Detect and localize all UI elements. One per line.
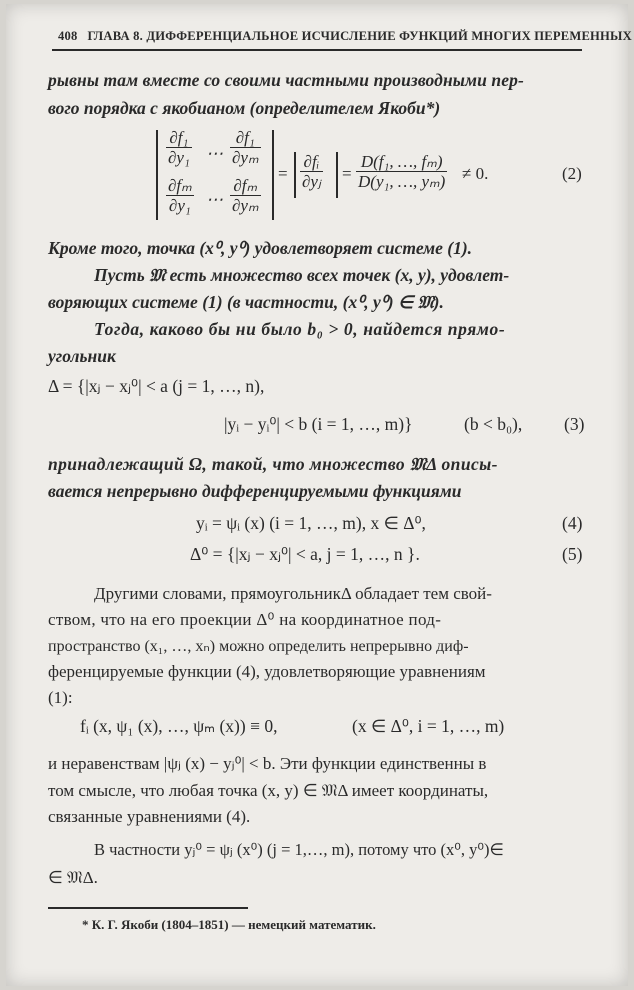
equation-number-4: (4) — [562, 513, 583, 533]
paragraph-3-line-1: Пусть 𝔐 есть множество всех точек (x, y), удовлет- — [94, 265, 510, 285]
row-1-dots: ⋯ — [206, 144, 223, 163]
row-2-dots: ⋯ — [206, 190, 223, 209]
equation-3-line-1: Δ = {|xⱼ − xⱼ⁰| < a (j = 1, …, n), — [48, 376, 265, 396]
paragraph-7-line-2: том смысле, что любая точка (x, y) ∈ 𝔐Δ имеет координаты, — [48, 781, 489, 800]
equals-sign-2: = — [342, 164, 352, 183]
footnote-rule — [48, 907, 248, 909]
equation-4: yᵢ = ψᵢ (x) (i = 1, …, m), x ∈ Δ⁰, — [196, 513, 426, 533]
page-number: 408 — [58, 29, 78, 43]
paragraph-2: Кроме того, точка (x⁰, y⁰) удовлетворяет системе (1). — [48, 238, 473, 258]
jacobian-entry-m1: $\frac{\text{∂fₘ}}{\text{∂y₁}}$ — [168, 176, 192, 215]
paragraph-5-line-1: принадлежащий Ω, такой, что множество 𝔐Δ описы- — [48, 454, 498, 474]
paragraph-6-line-5: (1): — [48, 688, 73, 707]
equation-number-5: (5) — [562, 544, 583, 564]
header-rule — [52, 49, 582, 51]
paragraph-4-line-2: угольник — [48, 346, 116, 366]
paragraph-6-line-1: Другими словами, прямоугольникΔ обладает тем свой- — [94, 584, 492, 603]
equals-sign-1: = — [278, 164, 288, 183]
det-bar-left — [156, 130, 158, 220]
paragraph-1-line-1: рывны там вместе со своими частными производными пер- — [48, 70, 524, 90]
abs-bar-right — [336, 152, 338, 198]
paragraph-6-line-4: ференцируемые функции (4), удовлетворяющие уравнениям — [48, 662, 486, 681]
abs-bar-left — [294, 152, 296, 198]
book-page — [6, 4, 632, 986]
paragraph-7-line-3: связанные уравнениями (4). — [48, 807, 251, 826]
equation-2 — [156, 126, 596, 226]
paragraph-6-line-3: пространство (x₁, …, xₙ) можно определить непрерывно диф- — [48, 638, 469, 655]
not-equal-zero: ≠ 0. — [462, 164, 489, 183]
equation-3-condition: (b < b₀), — [464, 414, 523, 434]
paragraph-8-line-1: В частности yⱼ⁰ = ψⱼ (x⁰) (j = 1,…, m), потому что (x⁰, y⁰)∈ — [94, 840, 504, 859]
jacobian-entry-1m: $\frac{\text{∂f₁}}{\text{∂yₘ}}$ — [232, 128, 259, 167]
footnote: * К. Г. Якоби (1804–1851) — немецкий математик. — [82, 917, 376, 932]
paragraph-4-line-1: Тогда, каково бы ни было b₀ > 0, найдется прямо- — [94, 319, 506, 339]
equation-number-3: (3) — [564, 414, 585, 434]
equation-number-2: (2) — [562, 164, 582, 183]
paragraph-3-line-2: воряющих системе (1) (в частности, (x⁰, y⁰) ∈ 𝔐). — [48, 292, 444, 312]
paragraph-6-line-2: ством, что на его проекции Δ⁰ на координатное под- — [48, 610, 442, 629]
paragraph-1-line-2: вого порядка с якобианом (определителем Якоби*) — [48, 98, 441, 118]
running-header — [58, 29, 632, 44]
running-title: ГЛАВА 8. ДИФФЕРЕНЦИАЛЬНОЕ ИСЧИСЛЕНИЕ ФУНКЦИЙ МНОГИХ ПЕРЕМЕННЫХ — [87, 29, 632, 43]
paragraph-7-line-1: и неравенствам |ψⱼ (x) − yⱼ⁰| < b. Эти функции единственны в — [48, 754, 487, 773]
equation-system-identity: fᵢ (x, ψ₁ (x), …, ψₘ (x)) ≡ 0, — [80, 716, 278, 736]
jacobian-entry-mm: $\frac{\text{∂fₘ}}{\text{∂yₘ}}$ — [232, 176, 259, 215]
jacobian-d-fraction: $\frac{\text{D(f₁, …, fₘ)}}{\text{D(y₁, …, yₘ)}}$ — [358, 152, 446, 191]
jacobian-entry-11: $\frac{\text{∂f₁}}{\text{∂y₁}}$ — [168, 128, 190, 167]
equation-3-line-2: |yᵢ − yᵢ⁰| < b (i = 1, …, m)} — [224, 414, 413, 434]
equation-system-condition: (x ∈ Δ⁰, i = 1, …, m) — [352, 716, 505, 736]
det-bar-right — [272, 130, 274, 220]
equation-5: Δ⁰ = {|xⱼ − xⱼ⁰| < a, j = 1, …, n }. — [190, 544, 420, 564]
jacobian-fraction: $\frac{\text{∂fᵢ}}{\text{∂yⱼ}}$ — [302, 152, 321, 191]
paragraph-8-line-2: ∈ 𝔐Δ. — [48, 868, 98, 887]
paragraph-5-line-2: вается непрерывно дифференцируемыми функциями — [48, 481, 462, 501]
